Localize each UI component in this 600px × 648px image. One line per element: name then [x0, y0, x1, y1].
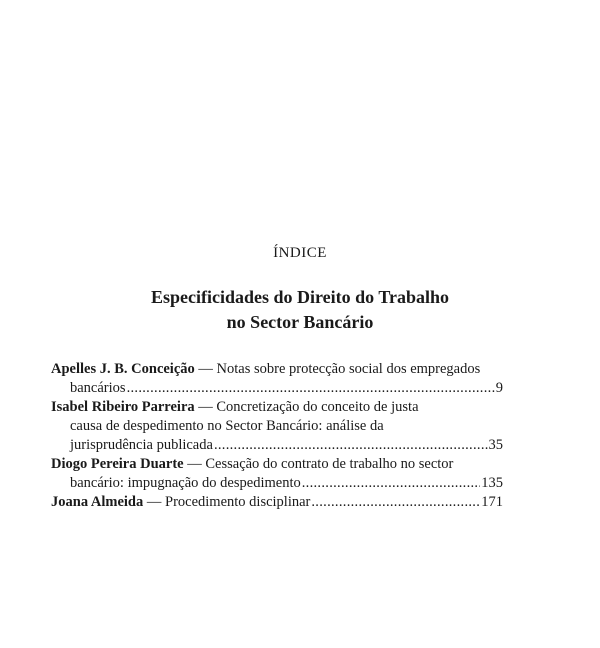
- toc-entry-first-line: [51, 360, 503, 379]
- book-title: [0, 285, 600, 335]
- toc-title-continuation: causa de despedimento no Sector Bancário: análise da: [70, 418, 384, 434]
- table-of-contents: [51, 360, 503, 512]
- toc-entry-first-line: [51, 493, 503, 512]
- dot-leader: [127, 379, 495, 398]
- toc-title-end: bancários: [70, 380, 126, 396]
- dot-leader: [311, 493, 480, 512]
- toc-entry-last-line: [51, 436, 503, 455]
- toc-title-start: — Procedimento disciplinar: [143, 494, 311, 510]
- toc-title-start: — Concretização do conceito de justa: [194, 399, 419, 415]
- toc-page-number: 9: [495, 380, 503, 396]
- toc-title-end: bancário: impugnação do despedimento: [70, 475, 301, 491]
- toc-title-end: jurisprudência publicada: [70, 437, 213, 453]
- toc-author: Apelles J. B. Conceição: [51, 361, 195, 377]
- toc-title-start: — Cessação do contrato de trabalho no sector: [183, 456, 454, 472]
- toc-page-number: 135: [481, 475, 503, 491]
- toc-entry-first-line: [51, 398, 503, 417]
- toc-entry-last-line: [51, 474, 503, 493]
- toc-entry-first-line: [51, 455, 503, 474]
- dot-leader: [214, 436, 488, 455]
- book-title-line-2: no Sector Bancário: [226, 312, 374, 332]
- toc-page-number: 171: [481, 494, 503, 510]
- toc-entry: [51, 360, 503, 398]
- toc-author: Isabel Ribeiro Parreira: [51, 399, 195, 415]
- book-title-line-1: Especificidades do Direito do Trabalho: [150, 287, 450, 307]
- toc-author: Diogo Pereira Duarte: [51, 456, 184, 472]
- toc-entry: [51, 455, 503, 493]
- toc-entry-last-line: [51, 379, 503, 398]
- dot-leader: [302, 474, 481, 493]
- toc-author: Joana Almeida: [51, 494, 144, 510]
- toc-page-number: 35: [488, 437, 503, 453]
- toc-title-start: — Notas sobre protecção social dos empregados: [194, 361, 481, 377]
- toc-entry: [51, 493, 503, 512]
- toc-entry: [51, 398, 503, 455]
- index-heading: ÍNDICE: [273, 245, 327, 261]
